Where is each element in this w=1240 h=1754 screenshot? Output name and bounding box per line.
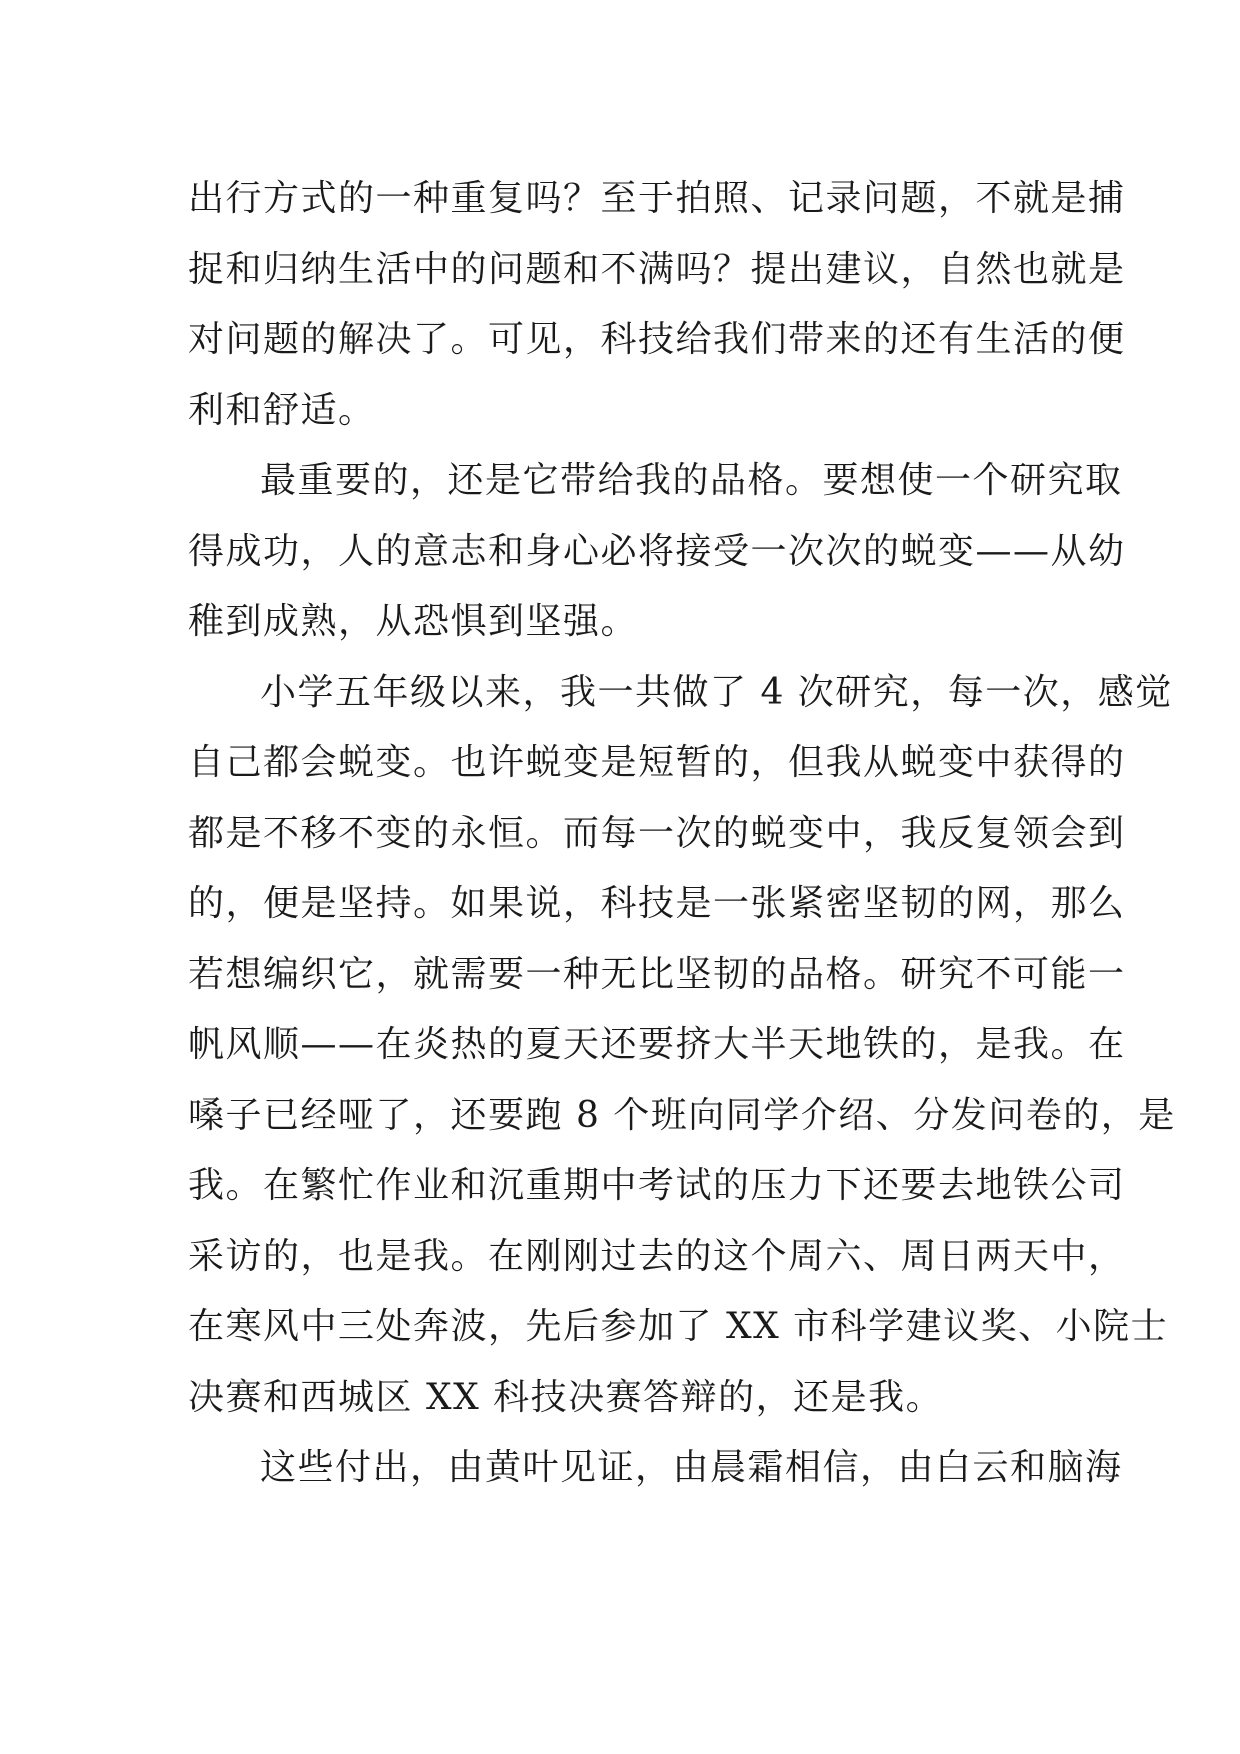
text-line: 在寒风中三处奔波，先后参加了 XX 市科学建议奖、小院士 [188,1306,1169,1347]
text-line: 对问题的解决了。可见，科技给我们带来的还有生活的便 [188,319,1126,360]
text-line: 自己都会蜕变。也许蜕变是短暂的，但我从蜕变中获得的 [188,742,1126,783]
text-line: 采访的，也是我。在刚刚过去的这个周六、周日两天中， [188,1235,1126,1277]
text-line: 决赛和西城区 XX 科技决赛答辩的，还是我。 [188,1376,944,1418]
text-line: 稚到成熟，从恐惧到坚强。 [188,601,639,642]
paragraph-start-line: 这些付出，由黄叶见证，由晨霜相信，由白云和脑海 [260,1447,1123,1488]
text-line: 帆风顺——在炎热的夏天还要挤大半天地铁的，是我。在 [188,1024,1126,1065]
text-line: 得成功，人的意志和身心必将接受一次次的蜕变——从幼 [188,530,1126,572]
paragraph-start-line: 小学五年级以来，我一共做了 4 次研究，每一次，感觉 [260,671,1173,713]
text-line: 的，便是坚持。如果说，科技是一张紧密坚韧的网，那么 [188,883,1126,924]
text-line: 都是不移不变的永恒。而每一次的蜕变中，我反复领会到 [188,812,1126,854]
text-line: 嗓子已经哑了，还要跑 8 个班向同学介绍、分发问卷的，是 [188,1094,1176,1136]
text-line: 若想编织它，就需要一种无比坚韧的品格。研究不可能一 [188,953,1126,995]
body-text [188,164,1176,1504]
text-line: 我。在繁忙作业和沉重期中考试的压力下还要去地铁公司 [188,1165,1126,1206]
text-line: 出行方式的一种重复吗？至于拍照、记录问题，不就是捕 [188,178,1126,219]
paragraph-start-line: 最重要的，还是它带给我的品格。要想使一个研究取 [260,460,1123,501]
text-line: 利和舒适。 [188,389,376,431]
text-line: 捉和归纳生活中的问题和不满吗？提出建议，自然也就是 [188,248,1126,290]
